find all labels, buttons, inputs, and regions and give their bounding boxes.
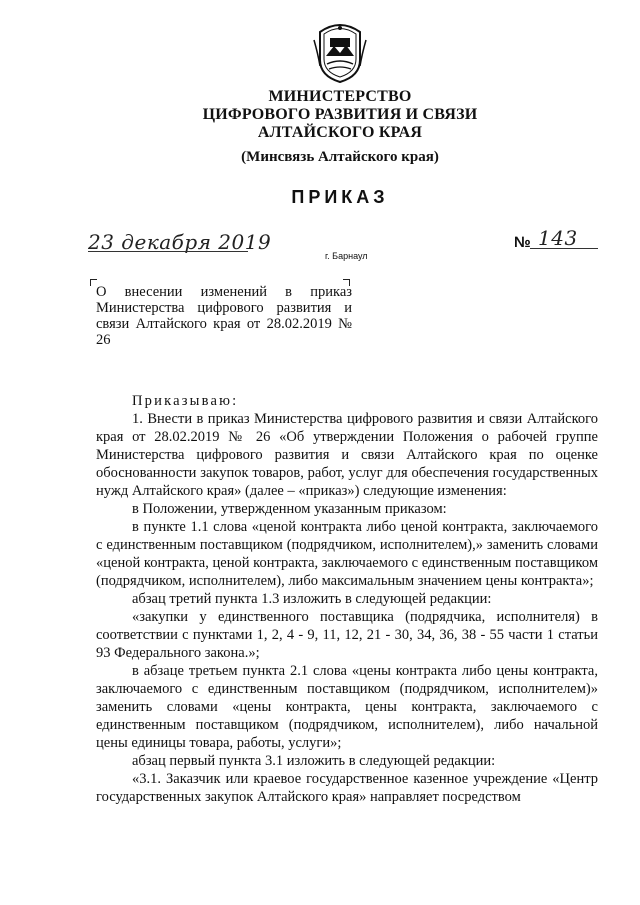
date-underline [88, 251, 248, 252]
body-paragraph: «3.1. Заказчик или краевое государственное казенное учреждение «Центр государственных закупок Алтайского края» направляет посредством [96, 771, 598, 805]
body-paragraph: в абзаце третьем пункта 2.1 слова «цены контракта либо цены контракта, заключаемого с единственным поставщиком (подрядчиком, исполнителем)» заменить словами «цены контракта, цены контракта, заключаемого с единственным поставщиком (подрядчиком, исполнителем), либо начальной цены единицы товара, работы, услуги»; [96, 663, 598, 751]
ministry-name-line2: ЦИФРОВОГО РАЗВИТИЯ И СВЯЗИ [202, 106, 478, 123]
number-underline [530, 248, 598, 249]
document-body [96, 392, 598, 806]
body-paragraph: в пункте 1.1 слова «ценой контракта либо ценой контракта, заключаемого с единственным поставщиком (подрядчиком, исполнителем),» заменить словами «ценой контракта, ценой контракта, заключаемого с единственным поставщиком (подрядчиком, исполнителем), либо максимальным значением цены контракта»; [96, 519, 598, 589]
document-type-title: ПРИКАЗ [291, 187, 389, 207]
ministry-name-line3: АЛТАЙСКОГО КРАЯ [257, 124, 423, 141]
body-paragraph-order: Приказываю: [132, 393, 239, 409]
ministry-name-line1: МИНИСТЕРСТВО [268, 88, 412, 105]
coat-of-arms-icon [312, 20, 368, 84]
document-subject: О внесении изменений в приказ Министерства цифрового развития и связи Алтайского края от 28.02.2019 № 26 [96, 284, 352, 348]
body-paragraph: 1. Внести в приказ Министерства цифрового развития и связи Алтайского края от 28.02.2019 № 26 «Об утверждении Положения о рабочей группе Министерства цифрового развития и связи Алтайского края по оценке обоснованности закупок товаров, работ, услуг для обеспечения государственных нужд Алтайского края» (далее – «приказ») следующие изменения: [96, 411, 598, 499]
handwritten-date: 23 декабря 2019 [88, 230, 272, 254]
body-paragraph: абзац первый пункта 3.1 изложить в следующей редакции: [132, 753, 496, 769]
number-label: № [514, 234, 531, 251]
handwritten-number: 143 [538, 226, 578, 250]
body-paragraph: «закупки у единственного поставщика (подрядчика, исполнителя) в соответствии с пунктами 1, 2, 4 - 9, 11, 12, 21 - 30, 34, 36, 38 - 55 части 1 статьи 93 Федерального закона.»; [96, 609, 598, 661]
place-of-issue: г. Барнаул [325, 251, 368, 261]
ministry-short-name: (Минсвязь Алтайского края) [241, 149, 439, 165]
body-paragraph: абзац третий пункта 1.3 изложить в следующей редакции: [132, 591, 492, 607]
body-paragraph: в Положении, утвержденном указанным приказом: [132, 501, 447, 517]
